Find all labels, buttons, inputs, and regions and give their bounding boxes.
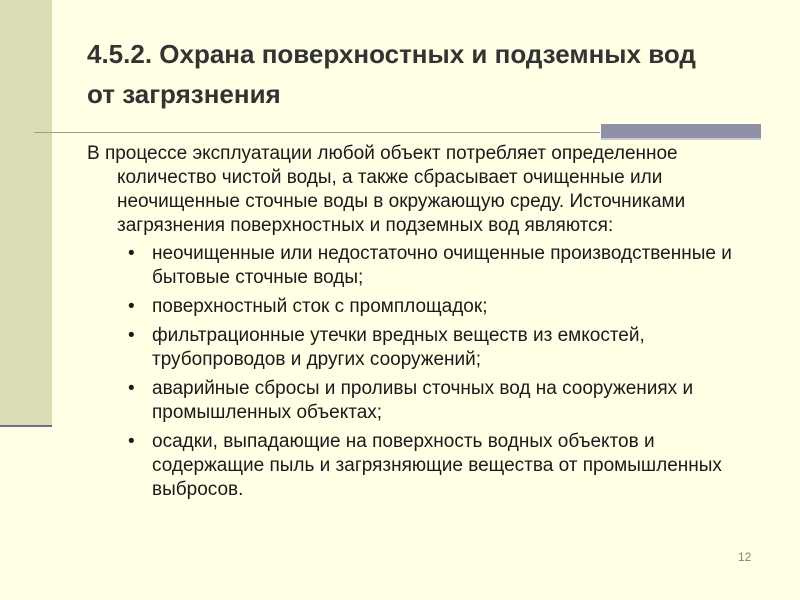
bullet-icon: •: [128, 296, 135, 317]
sidebar-bottom-line: [0, 425, 52, 427]
list-item-text: неочищенные или недостаточно очищенные производственные и бытовые сточные воды;: [152, 243, 732, 288]
intro-paragraph: В процессе эксплуатации любой объект потребляет определенное количество чистой воды, а также сбрасывает очищенные или неочищенные сточные воды в окружающую среду. Источниками загрязнения поверхностных и подземных вод являются:: [87, 143, 686, 236]
list-item-text: аварийные сбросы и проливы сточных вод на сооружениях и промышленных объектах;: [152, 378, 694, 423]
title-divider-line: [34, 132, 600, 133]
list-item-text: осадки, выпадающие на поверхность водных объектов и содержащие пыль и загрязняющие вещества от промышленных выбросов.: [152, 431, 722, 500]
bullet-icon: •: [128, 431, 135, 452]
list-item: [120, 242, 767, 290]
title-accent-underline: [601, 138, 761, 140]
bullet-icon: •: [128, 243, 135, 264]
list-item-text: фильтрационные утечки вредных веществ из емкостей, трубопроводов и других сооружений;: [152, 325, 645, 370]
title-accent-block: [601, 124, 761, 138]
slide-title: 4.5.2. Охрана поверхностных и подземных вод от загрязнения: [87, 39, 696, 109]
list-item: [120, 430, 767, 502]
list-item: [120, 295, 767, 319]
slide-body: [87, 142, 767, 507]
bullet-icon: •: [128, 325, 135, 346]
list-item: [120, 377, 767, 425]
list-item-text: поверхностный сток с промплощадок;: [152, 296, 488, 317]
bullet-icon: •: [128, 378, 135, 399]
left-sidebar-bar: [0, 0, 52, 425]
page-number: 12: [738, 550, 752, 564]
list-item: [120, 324, 767, 372]
pollution-sources-list: [87, 242, 767, 502]
